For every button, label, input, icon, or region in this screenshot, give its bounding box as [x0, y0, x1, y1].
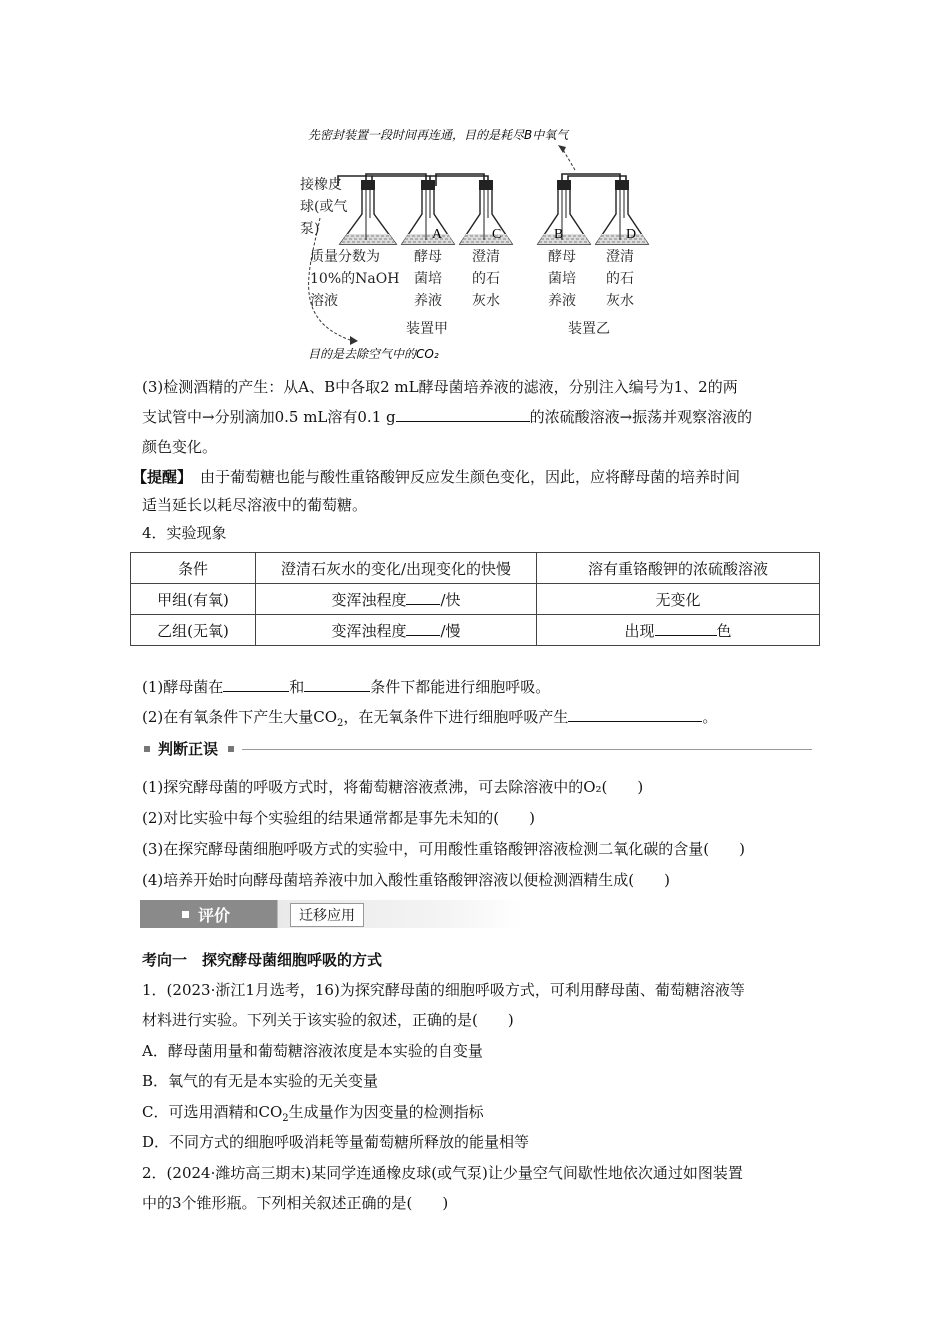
flask-d-letter: D	[626, 227, 637, 242]
judge-item: (1)探究酵母菌的呼吸方式时，将葡萄糖溶液煮沸，可去除溶液中的O₂( )	[142, 778, 644, 796]
cell-text: /快	[440, 590, 461, 609]
option-b: B．氧气的有无是本实验的无关变量	[142, 1072, 379, 1090]
tip-line2: 适当延长以耗尽溶液中的葡萄糖。	[142, 496, 368, 514]
cell-text: 色	[716, 621, 732, 640]
tip-label: 【提醒】	[132, 468, 193, 486]
bottom-note: 目的是去除空气中的CO₂	[308, 347, 439, 361]
flask-a-content: 酵母 菌培 养液	[414, 249, 442, 309]
fill-q1	[142, 672, 550, 702]
table-header-row	[131, 553, 820, 584]
table-row	[131, 615, 820, 646]
option-d: D．不同方式的细胞呼吸消耗等量葡萄糖所释放的能量相等	[142, 1133, 530, 1151]
cell-text: /慢	[440, 621, 461, 640]
table-cell	[537, 615, 820, 646]
square-icon	[182, 911, 189, 918]
option-c-text: 生成量作为因变量的检测指标	[288, 1103, 484, 1121]
tip-line1	[132, 462, 740, 492]
square-icon	[144, 746, 150, 752]
table-cell: 甲组(有氧)	[131, 584, 256, 615]
q1-text: 和	[289, 678, 305, 696]
blank-degree-1	[406, 589, 440, 605]
p3-line1: (3)检测酒精的产生：从A、B中各取2 mL酵母菌培养液的滤液，分别注入编号为1、2的两	[142, 378, 738, 396]
blank-q1-a	[223, 676, 289, 692]
table-header: 条件	[131, 553, 256, 584]
table-cell	[256, 584, 537, 615]
p3-line2	[142, 402, 752, 432]
blank-q1-b	[304, 676, 370, 692]
apparatus-figure	[290, 118, 670, 366]
q2-text: 。	[702, 708, 718, 726]
p3-line2-a: 支试管中→分别滴加0.5 mL溶有0.1 g	[142, 408, 396, 426]
q2-sub: 2	[337, 718, 344, 729]
q2-text: (2)在有氧条件下产生大量CO	[142, 708, 338, 726]
q1-text: 条件下都能进行细胞呼吸。	[370, 678, 551, 696]
apparatus-diagram	[290, 118, 670, 366]
table-header: 溶有重铬酸钾的浓硫酸溶液	[537, 553, 820, 584]
flask-a	[402, 180, 454, 244]
cell-text: 变浑浊程度	[331, 621, 407, 640]
bottom-note-arrowhead	[350, 336, 358, 345]
p3-line3: 颜色变化。	[142, 438, 218, 456]
eval-tab: 迁移应用	[290, 903, 364, 927]
q1-text: (1)酵母菌在	[142, 678, 224, 696]
flask-naoh	[340, 180, 396, 244]
blank-q2	[568, 706, 702, 722]
divider	[242, 749, 812, 750]
q2-text: ，在无氧条件下进行细胞呼吸产生	[343, 708, 569, 726]
judge-item: (4)培养开始时向酵母菌培养液中加入酸性重铬酸钾溶液以便检测酒精生成( )	[142, 871, 670, 889]
naoh-label: 质量分数为 10%的NaOH 溶液	[310, 249, 400, 309]
judge-title: 判断正误	[158, 740, 219, 758]
pipes-jia	[338, 174, 488, 186]
top-note-arrow	[562, 148, 575, 170]
blank-color	[655, 620, 717, 636]
option-c-text: C．可选用酒精和CO	[142, 1103, 283, 1121]
judge-item: (2)对比实验中每个实验组的结果通常都是事先未知的( )	[142, 809, 535, 827]
phenomena-table	[130, 552, 820, 646]
p3-line2-b: 的浓硫酸溶液→振荡并观察溶液的	[529, 408, 753, 426]
flask-b-letter: B	[554, 227, 564, 242]
judge-section-header	[142, 738, 812, 760]
table-row	[131, 584, 820, 615]
fill-q2	[142, 702, 717, 739]
question2-line1: 2．(2024·潍坊高三期末)某同学连通橡皮球(或气泵)让少量空气间歇性地依次通过如图装置	[142, 1164, 743, 1182]
question1-line1: 1．(2023·浙江1月选考，16)为探究酵母菌的细胞呼吸方式，可利用酵母菌、葡萄糖溶液等	[142, 981, 745, 999]
table-cell	[256, 615, 537, 646]
cell-text: 出现	[624, 621, 655, 640]
flask-c-letter: C	[492, 227, 502, 242]
flask-d	[596, 180, 648, 244]
question1-line2: 材料进行实验。下列关于该实验的叙述，正确的是( )	[142, 1011, 514, 1029]
blank-reagent	[396, 406, 530, 422]
option-c-sub: 2	[282, 1113, 289, 1124]
eval-label: 评价	[198, 906, 231, 925]
table-header: 澄清石灰水的变化/出现变化的快慢	[256, 553, 537, 584]
eval-banner	[140, 900, 522, 928]
judge-item: (3)在探究酵母菌细胞呼吸方式的实验中，可用酸性重铬酸钾溶液检测二氧化碳的含量( )	[142, 840, 745, 858]
cell-text: 变浑浊程度	[331, 590, 407, 609]
pump-label: 接橡皮 球(或气 泵)	[300, 177, 348, 237]
table-cell: 无变化	[537, 584, 820, 615]
direction-title: 考向一 探究酵母菌细胞呼吸的方式	[142, 951, 383, 969]
option-a: A．酵母菌用量和葡萄糖溶液浓度是本实验的自变量	[142, 1042, 483, 1060]
flask-a-letter: A	[432, 227, 443, 242]
flask-d-content: 澄清 的石 灰水	[606, 249, 634, 309]
flask-b-content: 酵母 菌培 养液	[548, 249, 576, 309]
question2-line2: 中的3个锥形瓶。下列相关叙述正确的是( )	[142, 1194, 449, 1212]
flask-c-content: 澄清 的石 灰水	[472, 249, 500, 309]
blank-degree-2	[406, 620, 440, 636]
device-yi-label: 装置乙	[568, 321, 610, 337]
device-jia-label: 装置甲	[406, 321, 448, 337]
tip-text1: 由于葡萄糖也能与酸性重铬酸钾反应发生颜色变化，因此，应将酵母菌的培养时间	[200, 468, 741, 486]
section-4-title: 4．实验现象	[142, 524, 227, 542]
square-icon	[228, 746, 234, 752]
flask-c	[460, 180, 512, 244]
top-note: 先密封装置一段时间再连通，目的是耗尽B中氧气	[308, 128, 569, 142]
table-cell: 乙组(无氧)	[131, 615, 256, 646]
flask-b	[538, 180, 590, 244]
